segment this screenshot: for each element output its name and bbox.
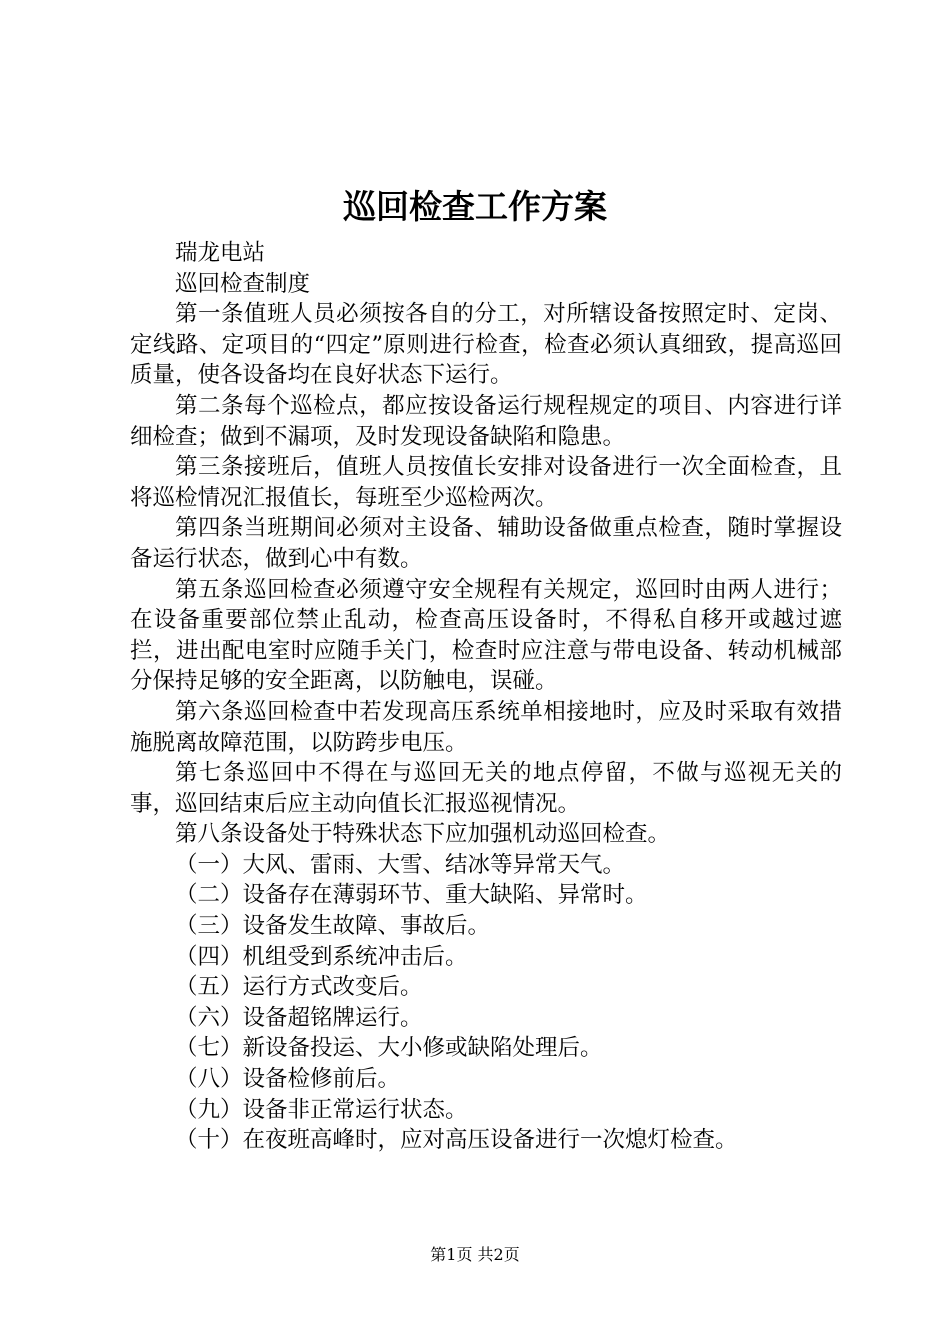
list-item: （五）运行方式改变后。 xyxy=(175,974,423,1001)
list-item: （七）新设备投运、大小修或缺陷处理后。 xyxy=(175,1035,603,1062)
list-item: （一）大风、雷雨、大雪、结冰等异常天气。 xyxy=(175,851,626,878)
article-2: 第二条每个巡检点，都应按设备运行规程规定的项目、内容进行详细检查；做到不漏项，及时发现设备缺陷和隐患。 xyxy=(130,392,842,450)
article-5: 第五条巡回检查必须遵守安全规程有关规定，巡回时由两人进行；在设备重要部位禁止乱动，检查高压设备时，不得私自移开或越过遮拦，进出配电室时应随手关门，检查时应注意与带电设备、转动机械部分保持足够的安全距离，以防触电，误碰。 xyxy=(130,576,842,695)
article-1: 第一条值班人员必须按各自的分工，对所辖设备按照定时、定岗、定线路、定项目的“四定”原则进行检查，检查必须认真细致，提高巡回质量，使各设备均在良好状态下运行。 xyxy=(130,301,842,389)
article-7: 第七条巡回中不得在与巡回无关的地点停留，不做与巡视无关的事，巡回结束后应主动向值长汇报巡视情况。 xyxy=(130,760,842,817)
article-3: 第三条接班后，值班人员按值长安排对设备进行一次全面检查，且将巡检情况汇报值长，每班至少巡检两次。 xyxy=(130,454,842,511)
org-name: 瑞龙电站 xyxy=(175,240,266,266)
document-body xyxy=(130,238,842,1156)
list-item: （八）设备检修前后。 xyxy=(175,1066,401,1093)
section-heading: 巡回检查制度 xyxy=(175,270,311,297)
list-item: （三）设备发生故障、事故后。 xyxy=(175,913,491,940)
list-item: （九）设备非正常运行状态。 xyxy=(175,1096,468,1123)
document-title: 巡回检查工作方案 xyxy=(343,187,607,226)
article-4: 第四条当班期间必须对主设备、辅助设备做重点检查，随时掌握设备运行状态，做到心中有数。 xyxy=(130,515,842,572)
list-item: （二）设备存在薄弱环节、重大缺陷、异常时。 xyxy=(175,882,648,909)
list-item: （六）设备超铭牌运行。 xyxy=(175,1004,423,1031)
article-6: 第六条巡回检查中若发现高压系统单相接地时，应及时采取有效措施脱离故障范围，以防跨步电压。 xyxy=(130,698,842,756)
list-item: （十）在夜班高峰时，应对高压设备进行一次熄灯检查。 xyxy=(175,1127,738,1154)
article-8: 第八条设备处于特殊状态下应加强机动巡回检查。 xyxy=(175,821,671,848)
page-footer: 第1页 共2页 xyxy=(430,1245,520,1264)
list-item: （四）机组受到系统冲击后。 xyxy=(175,943,468,970)
